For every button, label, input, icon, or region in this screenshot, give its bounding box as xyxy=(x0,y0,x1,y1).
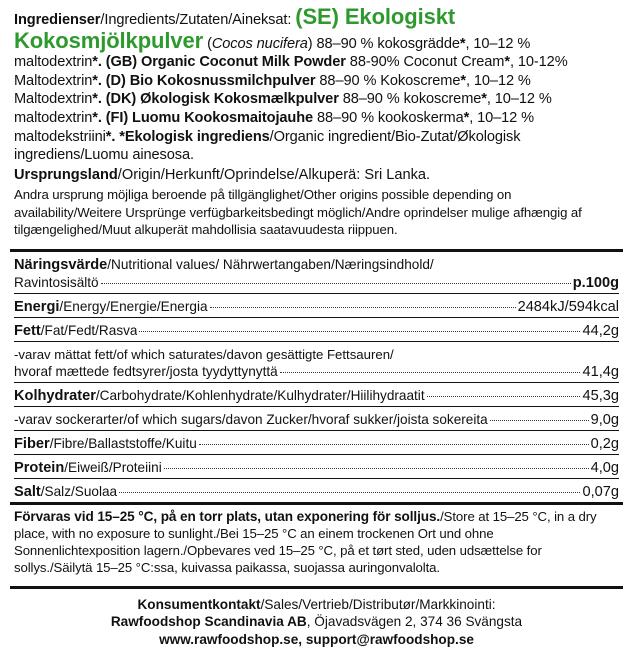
carbohydrate-value: 45,3g xyxy=(582,387,619,404)
storage-text: /Store at 15–25 °C, in a dry place, with no exposure to sunlight./Bei 15–25 °C an einem trockenen Ort und ohne Sonnenlichtexposition lagern./Opbevares ved 15–25 °C, på et tørt sted, uden udsættelse for sollys./Säilytä 15–25 °C:ssa, kuivassa paikassa, suojassa auringonvalolta. xyxy=(14,508,597,575)
fiber-label: Fiber xyxy=(14,435,50,452)
gb-star: * xyxy=(504,54,510,71)
fiber-label-rest: /Fibre/Ballaststoffe/Kuitu xyxy=(49,435,197,451)
gb-title: Organic Coconut Milk Powder xyxy=(140,54,346,71)
protein-label: Protein xyxy=(14,459,65,476)
origin-heading: Ursprungsland xyxy=(14,166,118,183)
ingredients-section: Ingredienser/Ingredients/Zutaten/Aineksat: (SE) Ekologiskt Kokosmjölkpulver (Cocos nucifera) 88–90 % kokosgrädde*, 10–12 % maltodextrin*. (GB) Organic Coconut Milk Powder 88-90% Coconut Cream*, 10-12% Maltodextrin*. (D) Bio Kokosnussmilchpulver 88–90 % Kokoscreme*, 10–12 % Maltodextrin*. (DK) Økologisk Kokosmælkpulver 88–90 % kokoscreme*, 10–12 % maltodextrin*. (FI) Luomu Kookosmaitojauhe 88–90 % kookoskerma*, 10–12 % maltodekstriini*. *Ekologisk ingrediens/Organic ingredient/Bio-Zutat/Økologisk ingrediens/Luomu ainesosa. xyxy=(14,4,568,164)
website-link[interactable]: www.rawfoodshop.se xyxy=(159,631,299,647)
company-name: Rawfoodshop Scandinavia AB xyxy=(110,614,307,630)
saturates-value: 41,4g xyxy=(582,363,619,380)
energy-label-rest: /Energy/Energie/Energia xyxy=(59,298,208,314)
fi-code: *. (FI) xyxy=(92,109,133,126)
de-code: *. (D) xyxy=(92,72,130,89)
dk-text-1: 88–90 % kokoscreme xyxy=(338,91,482,108)
contact-section xyxy=(14,589,619,648)
fat-row xyxy=(14,322,619,340)
latin-name: Cocos nucifera xyxy=(211,35,308,52)
contact-separator: , xyxy=(298,631,306,647)
sugars-value: 9,0g xyxy=(590,411,619,428)
company-address: , Öjavadsvägen 2, 374 36 Svängsta xyxy=(306,614,523,630)
nutrition-per-row xyxy=(14,274,619,292)
nutrition-header xyxy=(14,256,619,274)
storage-section xyxy=(14,505,619,586)
fat-label: Fett xyxy=(14,322,41,339)
saturates-label-1: -varav mättat fett/of which saturates/davon gesättigte Fettsauren/ xyxy=(14,346,394,362)
organic-text: /Organic ingredient/Bio-Zutat/Økologisk ingrediens/Luomu ainesosa. xyxy=(14,128,521,164)
origin-note: Andra ursprung möjliga beroende på tillgänglighet/Other origins possible depending on availability/Weitere Ursprünge verfügbarkeitsbedingt möglich/Andre oprindelser mulige afhængig af tilgængelighed/Muut alkuperät mahdollisia saatavuudesta riippuen. xyxy=(14,187,582,238)
organic-title: *Ekologisk ingrediens xyxy=(119,128,270,145)
saturates-row xyxy=(14,363,619,381)
se-text-2: , 10–12 % maltodextrin xyxy=(14,35,531,71)
nutrition-heading-rest: /Nutritional values/ Nährwertangaben/Næringsindhold/ xyxy=(107,256,434,272)
se-title-2: Kokosmjölkpulver xyxy=(14,27,204,53)
fiber-row xyxy=(14,435,619,453)
se-star: * xyxy=(459,35,466,52)
origin-text: /Origin/Herkunft/Oprindelse/Alkuperä: Sri Lanka. xyxy=(117,166,431,183)
se-title: (SE) Ekologiskt xyxy=(295,4,456,29)
sugars-row xyxy=(14,411,619,429)
gb-code: *. (GB) xyxy=(92,54,141,71)
fiber-value: 0,2g xyxy=(590,435,619,452)
ingredients-heading: Ingredienser xyxy=(14,12,101,28)
de-text-1: 88–90 % Kokoscreme xyxy=(315,72,461,89)
energy-row xyxy=(14,298,619,316)
gb-text-2: , 10-12% Maltodextrin xyxy=(14,54,568,89)
protein-value: 4,0g xyxy=(590,459,619,476)
de-title: Bio Kokosnussmilchpulver xyxy=(129,72,316,89)
storage-heading: Förvaras vid 15–25 °C, på en torr plats, utan exponering för solljus. xyxy=(14,508,441,524)
email-link[interactable]: support@rawfoodshop.se xyxy=(305,631,474,647)
nutrition-heading: Näringsvärde xyxy=(14,256,108,273)
fi-text-2: , 10–12 % maltodekstriini xyxy=(14,109,535,145)
salt-label-rest: /Salz/Suolaa xyxy=(40,483,118,499)
ingredients-lead: /Ingredients/Zutaten/Aineksat: xyxy=(100,12,296,28)
fi-text-1: 88–90 % kookoskerma xyxy=(313,109,464,126)
de-star: * xyxy=(460,72,466,89)
contact-heading: Konsumentkontakt xyxy=(137,596,261,612)
dk-code: *. (DK) xyxy=(92,91,141,108)
organic-star: *. xyxy=(105,128,120,145)
salt-row xyxy=(14,483,619,501)
salt-label: Salt xyxy=(14,483,41,500)
protein-label-rest: /Eiweiß/Proteiini xyxy=(64,459,162,475)
nutrition-table xyxy=(14,249,619,505)
contact-roles: /Sales/Vertrieb/Distributør/Markkinointi: xyxy=(260,596,496,612)
dk-text-2: , 10–12 % maltodextrin xyxy=(14,91,552,126)
fi-title: Luomu Kookosmaitojauhe xyxy=(132,109,314,126)
se-text-1: 88–90 % kokosgrädde xyxy=(312,35,460,52)
nutrition-heading-line2: Ravintosisältö xyxy=(14,274,99,290)
salt-value: 0,07g xyxy=(582,483,619,500)
fat-label-rest: /Fat/Fedt/Rasva xyxy=(40,322,138,338)
carbohydrate-label: Kolhydrater xyxy=(14,387,96,404)
de-text-2: , 10–12 % Maltodextrin xyxy=(14,72,531,108)
energy-label: Energi xyxy=(14,298,60,315)
dk-title: Økologisk Kokosmælkpulver xyxy=(140,91,339,108)
sugars-label: -varav sockerarter/of which sugars/davon Zucker/hvoraf sukker/joista sokereita xyxy=(14,411,488,427)
dk-star: * xyxy=(481,91,487,108)
gb-text-1: 88-90% Coconut Cream xyxy=(345,54,505,71)
energy-value: 2484kJ/594kcal xyxy=(517,298,619,315)
per-100g: p.100g xyxy=(572,274,619,291)
origin-section xyxy=(14,166,619,185)
carbohydrate-label-rest: /Carbohydrate/Kohlenhydrate/Kulhydrater/Hiilihydraatit xyxy=(95,387,425,403)
protein-row xyxy=(14,459,619,477)
carbohydrate-row xyxy=(14,387,619,405)
fi-star: * xyxy=(463,109,470,126)
saturates-label-2: hvoraf mættede fedtsyrer/josta tyydyttynyttä xyxy=(14,363,278,379)
fat-value: 44,2g xyxy=(582,322,619,339)
